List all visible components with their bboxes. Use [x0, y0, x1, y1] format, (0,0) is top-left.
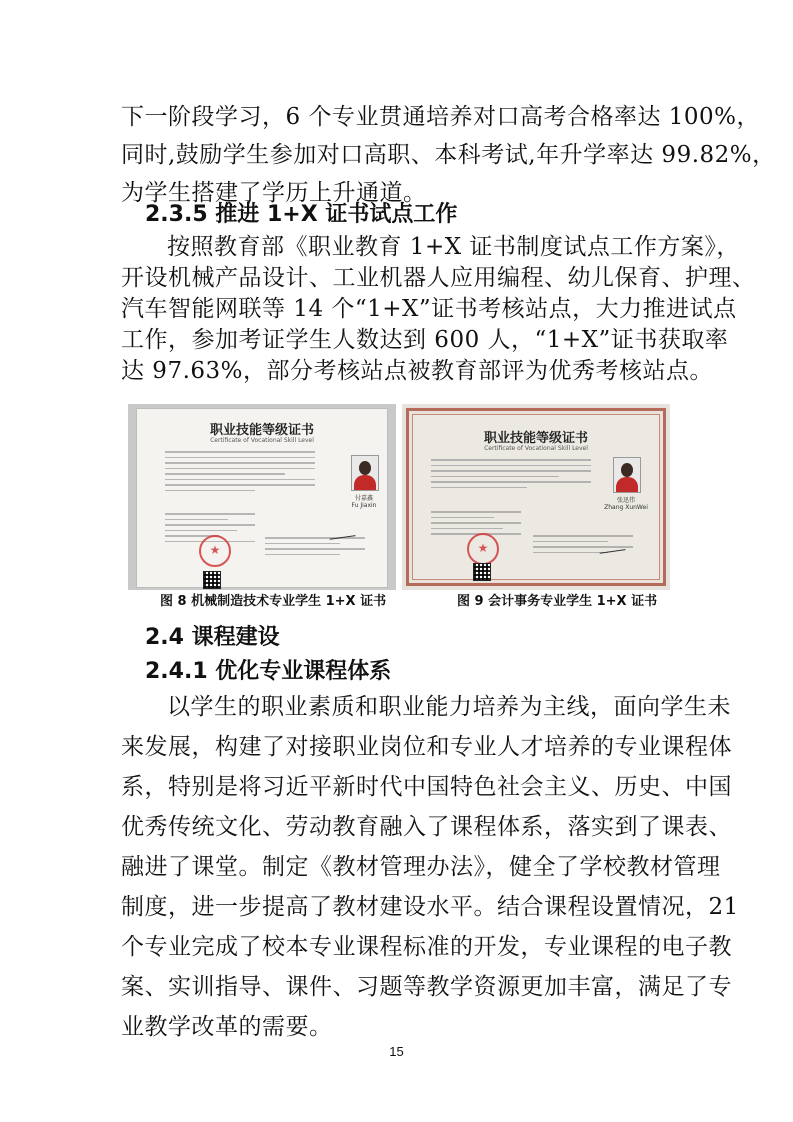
course-line-9: 业教学改革的需要。 [121, 1014, 333, 1040]
heading-2-4: 2.4 课程建设 [145, 625, 280, 650]
course-line-2: 来发展，构建了对接职业岗位和专业人才培养的专业课程体 [121, 734, 732, 760]
cert-authority-fields [265, 537, 365, 559]
heading-2-3-5: 2.3.5 推进 1+X 证书试点工作 [145, 202, 458, 227]
holder-name-cn: 张迅伟 [616, 497, 635, 504]
intro-line-3: 为学生搭建了学历上升通道。 [121, 180, 427, 206]
figure-8-caption: 图 8 机械制造技术专业学生 1+X 证书 [160, 594, 387, 609]
cert-body-text [431, 459, 591, 492]
student-photo [351, 455, 379, 491]
course-line-6: 制度，进一步提高了教材建设水平。结合课程设置情况，21 [121, 894, 739, 920]
course-line-8: 案、实训指导、课件、习题等教学资源更加丰富，满足了专 [121, 974, 732, 1000]
cert-work-line-4: 工作，参加考证学生人数达到 600 人，“1+X”证书获取率 [121, 327, 729, 353]
cert-work-line-2: 开设机械产品设计、工业机器人应用编程、幼儿保育、护理、 [121, 265, 756, 291]
course-line-4: 优秀传统文化、劳动教育融入了课程体系，落实到了课表、 [121, 814, 732, 840]
cert-title: 职业技能等级证书 [209, 423, 314, 438]
cert-title: 职业技能等级证书 [483, 431, 588, 446]
cert-work-line-5: 达 97.63%，部分考核站点被教育部评为优秀考核站点。 [121, 358, 714, 384]
page-number: 15 [389, 1044, 404, 1059]
intro-line-2: 同时,鼓励学生参加对口高职、本科考试,年升学率达 99.82%， [121, 142, 776, 168]
course-line-1: 以学生的职业素质和职业能力培养为主线，面向学生未 [167, 694, 731, 720]
cert-subtitle: Certificate of Vocational Skill Level [210, 437, 314, 444]
holder-name-en: Zhang XunWei [604, 504, 648, 511]
holder-name-en: Fu Jiaxin [351, 502, 377, 509]
heading-2-4-1: 2.4.1 优化专业课程体系 [145, 659, 392, 684]
official-seal [467, 533, 499, 565]
certificate-image-fig8 [128, 404, 396, 590]
course-line-3: 系，特别是将习近平新时代中国特色社会主义、历史、中国 [121, 774, 732, 800]
course-line-5: 融进了课堂。制定《教材管理办法》，健全了学校教材管理 [121, 854, 721, 880]
certificate-image-fig9 [402, 404, 670, 590]
cert-work-line-3: 汽车智能网联等 14 个“1+X”证书考核站点，大力推进试点 [121, 296, 737, 322]
cert-subtitle: Certificate of Vocational Skill Level [484, 445, 588, 452]
official-seal [199, 535, 231, 567]
qr-code [473, 563, 491, 581]
qr-code [203, 571, 221, 589]
course-line-7: 个专业完成了校本专业课程标准的开发，专业课程的电子教 [121, 934, 732, 960]
cert-work-line-1: 按照教育部《职业教育 1+X 证书制度试点工作方案》， [167, 234, 740, 260]
holder-name-cn: 付嘉鑫 [354, 495, 373, 502]
student-photo [613, 457, 641, 493]
cert-body-text [165, 451, 315, 495]
figure-9-caption: 图 9 会计事务专业学生 1+X 证书 [457, 594, 658, 609]
intro-line-1: 下一阶段学习，6 个专业贯通培养对口高考合格率达 100%， [121, 104, 761, 130]
